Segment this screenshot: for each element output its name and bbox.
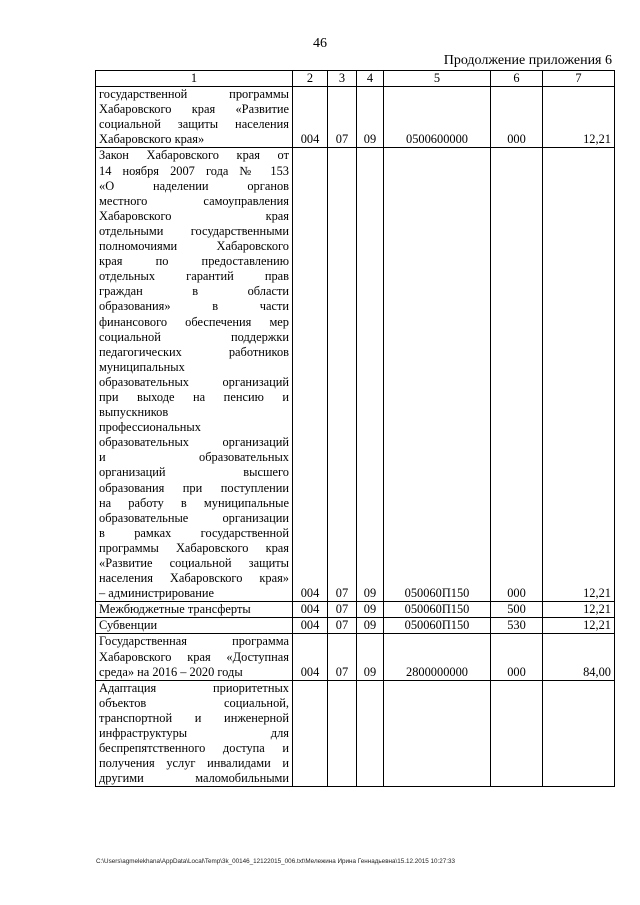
- row-cell-col6: [491, 680, 543, 787]
- description-line: выпускников: [99, 405, 169, 420]
- row-cell-col6: 000: [491, 148, 543, 602]
- table-row: [96, 148, 615, 602]
- budget-table: [95, 70, 615, 787]
- description-line: организаций высшего: [99, 465, 289, 480]
- description-line: программы Хабаровского края: [99, 540, 289, 555]
- row-cell-col4: [357, 680, 384, 787]
- row-description: [96, 148, 293, 602]
- description-line: финансового обеспечения мер: [99, 314, 289, 329]
- description-line: другими маломобильными: [99, 771, 289, 786]
- row-cell-col3: 07: [328, 618, 357, 634]
- description-line: Хабаровского края»: [99, 132, 205, 147]
- description-line: муниципальных: [99, 359, 185, 374]
- description-line: Субвенции: [99, 618, 158, 633]
- continuation-caption: Продолжение приложения 6: [443, 53, 612, 68]
- description-line: и образовательных: [99, 450, 289, 465]
- row-description: [96, 634, 293, 680]
- description-line: социальной защиты населения: [99, 117, 289, 132]
- description-line: отдельных гарантий прав: [99, 269, 289, 284]
- row-cell-col6: 500: [491, 602, 543, 618]
- description-line: граждан в области: [99, 284, 289, 299]
- header-cell: 6: [491, 71, 543, 87]
- description-line: получения услуг инвалидами и: [99, 756, 289, 771]
- row-cell-col7: 12,21: [543, 618, 615, 634]
- row-cell-col5: 050060П150: [384, 602, 491, 618]
- description-line: образовательных организаций: [99, 374, 289, 389]
- header-cell: 3: [328, 71, 357, 87]
- description-line: – администрирование: [99, 586, 215, 601]
- description-line: в рамках государственной: [99, 525, 289, 540]
- description-line: полномочиями Хабаровского: [99, 239, 289, 254]
- header-cell: 2: [293, 71, 328, 87]
- header-cell: 1: [96, 71, 293, 87]
- table-row: [96, 618, 615, 634]
- description-line: населения Хабаровского края»: [99, 571, 289, 586]
- description-line: образования при поступлении: [99, 480, 289, 495]
- description-line: объектов социальной,: [99, 695, 289, 710]
- table-row: [96, 634, 615, 680]
- row-cell-col5: 0500600000: [384, 87, 491, 148]
- description-line: беспрепятственного доступа и: [99, 741, 289, 756]
- description-line: образовательные организации: [99, 510, 289, 525]
- description-line: профессиональных: [99, 420, 201, 435]
- row-cell-col2: 004: [293, 87, 328, 148]
- row-cell-col7: 84,00: [543, 634, 615, 680]
- row-description: [96, 602, 293, 618]
- row-cell-col2: 004: [293, 618, 328, 634]
- description-line: при выходе на пенсию и: [99, 389, 289, 404]
- table-row: [96, 680, 615, 787]
- description-line: Хабаровского края «Доступная: [99, 649, 289, 664]
- table-row: [96, 602, 615, 618]
- description-line: «О наделении органов: [99, 178, 289, 193]
- row-cell-col5: 050060П150: [384, 618, 491, 634]
- description-line: местного самоуправления: [99, 193, 289, 208]
- row-cell-col2: [293, 680, 328, 787]
- row-cell-col2: 004: [293, 602, 328, 618]
- description-line: Государственная программа: [99, 634, 289, 649]
- row-cell-col6: 530: [491, 618, 543, 634]
- description-line: «Развитие социальной защиты: [99, 556, 289, 570]
- row-cell-col3: 07: [328, 634, 357, 680]
- description-line: края по предоставлению: [99, 254, 289, 269]
- description-line: государственной программы: [99, 87, 289, 102]
- description-line: 14 ноября 2007 года № 153: [99, 163, 289, 178]
- description-line: инфраструктуры для: [99, 726, 289, 741]
- row-cell-col4: 09: [357, 602, 384, 618]
- description-line: отдельными государственными: [99, 223, 289, 238]
- row-cell-col4: 09: [357, 87, 384, 148]
- description-line: социальной поддержки: [99, 329, 289, 344]
- page-number: 46: [313, 36, 327, 51]
- row-cell-col4: 09: [357, 148, 384, 602]
- table-row: [96, 87, 615, 148]
- row-cell-col7: 12,21: [543, 87, 615, 148]
- description-line: Межбюджетные трансферты: [99, 602, 251, 617]
- description-line: Закон Хабаровского края от: [99, 148, 289, 163]
- row-cell-col3: 07: [328, 87, 357, 148]
- row-cell-col7: [543, 680, 615, 787]
- description-line: Хабаровского края «Развитие: [99, 102, 289, 117]
- row-cell-col2: 004: [293, 148, 328, 602]
- description-line: среда» на 2016 – 2020 годы: [99, 664, 243, 679]
- description-line: на работу в муниципальные: [99, 495, 289, 510]
- row-cell-col4: 09: [357, 618, 384, 634]
- row-cell-col2: 004: [293, 634, 328, 680]
- row-cell-col3: 07: [328, 602, 357, 618]
- file-path-footer: C:\Users\agmelekhana\AppData\Local\Temp\3k_00146_12122015_006.txt\Мележина Ирина Геннадьевна\15.12.2015 10:27:33: [96, 858, 456, 865]
- row-cell-col6: 000: [491, 87, 543, 148]
- row-cell-col6: 000: [491, 634, 543, 680]
- row-cell-col7: 12,21: [543, 148, 615, 602]
- description-line: образовательных организаций: [99, 435, 289, 450]
- description-line: транспортной и инженерной: [99, 710, 289, 725]
- header-cell: 5: [384, 71, 491, 87]
- row-description: [96, 618, 293, 634]
- row-cell-col5: 2800000000: [384, 634, 491, 680]
- description-line: образования» в части: [99, 299, 289, 314]
- row-cell-col5: 050060П150: [384, 148, 491, 602]
- description-line: Хабаровского края: [99, 208, 289, 223]
- row-cell-col5: [384, 680, 491, 787]
- row-cell-col7: 12,21: [543, 602, 615, 618]
- row-description: [96, 87, 293, 148]
- row-cell-col3: [328, 680, 357, 787]
- header-row: [96, 71, 615, 87]
- description-line: педагогических работников: [99, 344, 289, 359]
- header-cell: 4: [357, 71, 384, 87]
- description-line: Адаптация приоритетных: [99, 680, 289, 695]
- row-description: [96, 680, 293, 787]
- row-cell-col3: 07: [328, 148, 357, 602]
- row-cell-col4: 09: [357, 634, 384, 680]
- header-cell: 7: [543, 71, 615, 87]
